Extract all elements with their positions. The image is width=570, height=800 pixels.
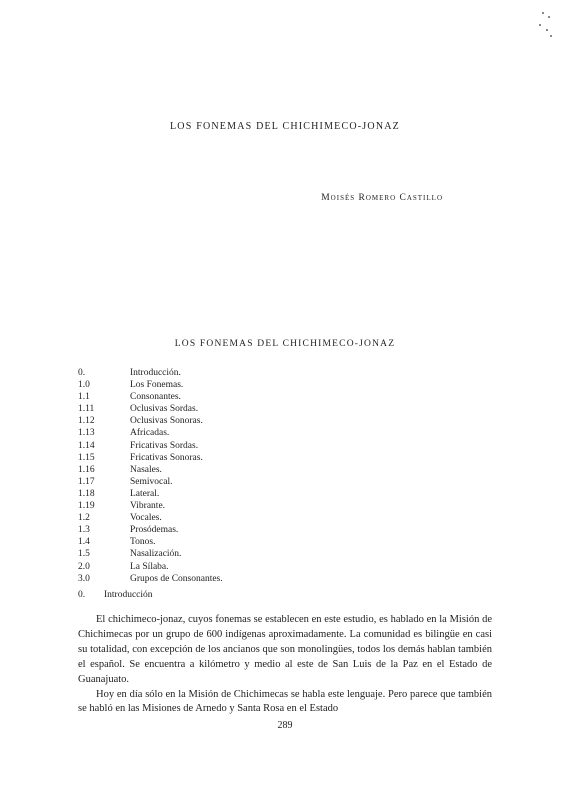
toc-entry [78,464,223,476]
toc-entry-number: 1.2 [78,513,90,524]
toc-entry-label: Lateral. [130,488,160,499]
author-name: Moisés Romero Castillo [321,193,443,203]
toc-entry-number: 1.14 [78,440,95,451]
toc-entry [78,391,223,403]
toc-entry [78,524,223,536]
toc-entry-number: 1.13 [78,428,95,439]
toc-entry-label: Los Fonemas. [130,380,184,391]
toc-entry-number: 2.0 [78,561,90,572]
toc-entry-number: 1.11 [78,404,95,415]
section-heading [78,590,153,600]
toc-entry [78,548,223,560]
toc-entry-label: Prosódemas. [130,525,179,536]
toc-entry-number: 1.16 [78,464,95,475]
toc-entry-number: 1.15 [78,452,95,463]
toc-entry-number: 1.3 [78,525,90,536]
toc-entry [78,403,223,415]
toc-entry-number: 1.18 [78,488,95,499]
toc-entry-label: Vocales. [130,513,162,524]
toc-entry-label: Vibrante. [130,501,166,512]
body-paragraph: Hoy en día sólo en la Misión de Chichimecas se habla este lenguaje. Pero parece que también se habló en las Misiones de Arnedo y Santa Rosa en el Estado [78,688,492,715]
toc-entry [78,367,223,379]
page-number: 289 [277,720,293,731]
toc-entry [78,500,223,512]
toc-entry-label: Nasalización. [130,549,182,560]
toc-entry-label: Fricativas Sonoras. [130,452,203,463]
toc-entry-label: Consonantes. [130,392,181,403]
table-of-contents [78,367,223,585]
toc-entry [78,415,223,427]
toc-entry-label: Tonos. [130,537,156,548]
toc-entry-label: La Sílaba. [130,561,169,572]
toc-entry-number: 1.0 [78,380,90,391]
toc-entry [78,427,223,439]
toc-entry-label: Africadas. [130,428,170,439]
toc-entry-number: 1.19 [78,501,95,512]
scan-speckles [536,10,552,40]
toc-entry [78,476,223,488]
toc-entry-label: Grupos de Consonantes. [130,573,223,584]
toc-entry-number: 0. [78,368,86,378]
toc-entry-label: Nasales. [130,464,162,475]
section-number: 0. [78,590,86,600]
toc-entry-number: 1.12 [78,416,95,427]
toc-entry [78,536,223,548]
toc-entry-label: Introducción. [130,368,181,378]
toc-entry-number: 1.1 [78,392,90,403]
toc-entry [78,573,223,585]
toc-entry [78,452,223,464]
toc-entry-label: Semivocal. [130,476,173,487]
toc-entry [78,379,223,391]
toc-entry-number: 3.0 [78,573,90,584]
toc-entry-label: Oclusivas Sordas. [130,404,199,415]
body-text [78,613,492,717]
toc-entry [78,488,223,500]
page-title: LOS FONEMAS DEL CHICHIMECO-JONAZ [170,121,400,132]
toc-entry-number: 1.17 [78,476,95,487]
toc-entry-number: 1.5 [78,549,90,560]
toc-title: LOS FONEMAS DEL CHICHIMECO-JONAZ [174,339,396,349]
toc-entry-number: 1.4 [78,537,90,548]
section-title: Introducción [104,590,153,600]
toc-entry-label: Oclusivas Sonoras. [130,416,203,427]
toc-entry [78,440,223,452]
toc-entry [78,512,223,524]
toc-entry [78,561,223,573]
toc-entry-label: Fricativas Sordas. [130,440,199,451]
body-paragraph: El chichimeco-jonaz, cuyos fonemas se establecen en este estudio, es hablado en la Misión de Chichimecas por un grupo de 600 indígenas aproximadamente. La comunidad es bilingüe en casi su totalidad, con excepción de los ancianos que son monolingües, todos los demás hablan también el español. Se encuentra a kilómetro y medio al este de San Luis de la Paz en el Estado de Guanajuato. [78,614,492,685]
